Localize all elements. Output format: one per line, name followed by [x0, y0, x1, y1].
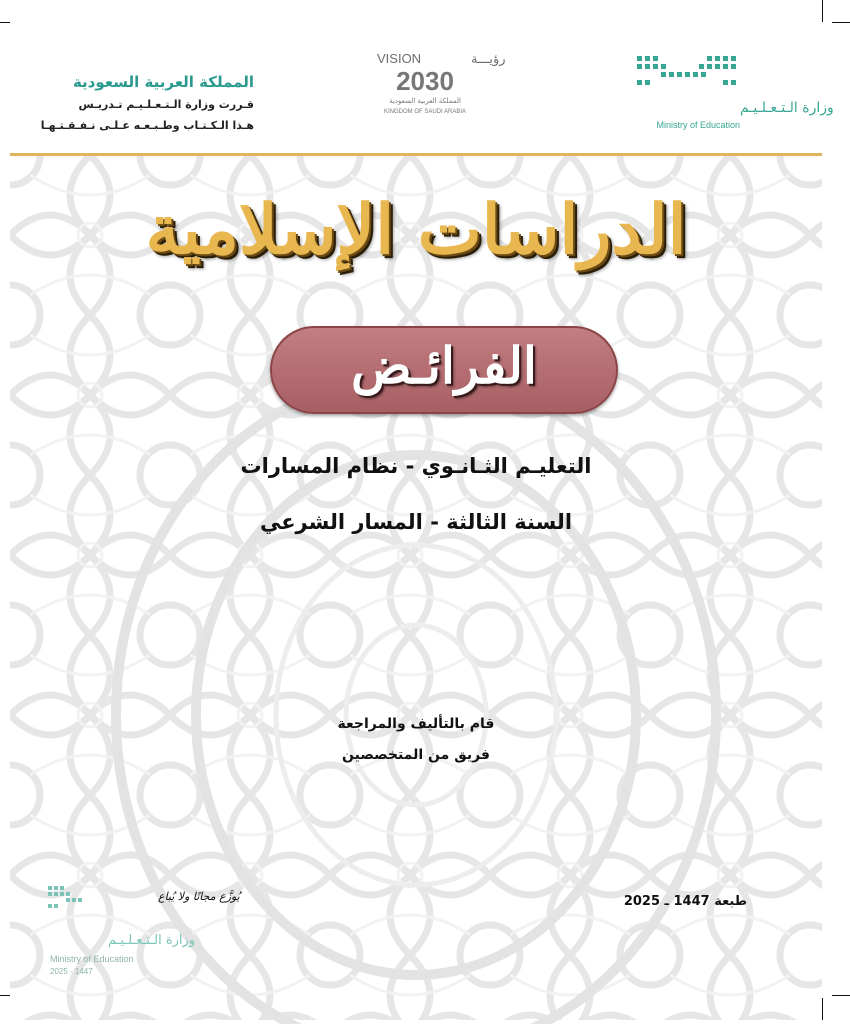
crop-mark [832, 995, 850, 996]
header-divider [10, 153, 822, 156]
book-cover [10, 0, 834, 1020]
ministry-logo [635, 50, 834, 135]
crop-mark [822, 998, 823, 1020]
crop-mark [0, 22, 10, 23]
vision-ar: رؤيـــة [471, 52, 506, 67]
decision-line-2: هـذا الـكـتـاب وطـبـعـه عـلـى نـفـقـتـهـا [40, 119, 254, 132]
vision-kingdom-en: KINGDOM OF SAUDI ARABIA [383, 109, 467, 115]
authors-line-1: قام بالتأليف والمراجعة [337, 716, 495, 732]
footer-ministry-ar: وزارة الـتـعـلـيـم [108, 933, 196, 948]
footer-ministry-year: 2025 - 1447 [50, 967, 93, 976]
ministry-name-en: Ministry of Education [656, 120, 740, 130]
crop-mark [0, 995, 10, 996]
distribution-note: يُوزَّع مجانًا ولا يُباع [158, 890, 240, 903]
decision-line-1: قـررت وزارة الـتـعـلـيـم تـدريـس [78, 98, 254, 111]
crop-mark [822, 0, 823, 22]
school-year: السنة الثالثة - المسار الشرعي [259, 510, 573, 534]
ministry-name-ar: وزارة الـتـعـلـيـم [740, 100, 834, 116]
authors-line-2: فريق من المتخصصين [342, 747, 490, 763]
vision-2030-logo [375, 45, 506, 125]
header-band [10, 0, 834, 155]
edition-label: طبعة 1447 ـ 2025 [623, 894, 747, 909]
subject-badge [270, 326, 618, 414]
vision-year: 2030 [396, 66, 454, 96]
distribution-logo [48, 884, 240, 984]
ministry-dots-icon [637, 56, 736, 85]
crop-mark [832, 22, 850, 23]
ministry-dots-small-icon [48, 886, 82, 908]
vision-kingdom-ar: المملكة العربية السعودية [389, 97, 461, 105]
book-title: الدراسات الإسلامية [145, 190, 687, 270]
kingdom-label: المملكة العربية السعودية [72, 73, 254, 91]
vision-word: VISION [377, 51, 422, 66]
footer-ministry-en: Ministry of Education [50, 954, 134, 964]
subject-title: الفرائـض [351, 336, 537, 395]
education-track: التعليـم الثـانـوي - نظام المسارات [240, 454, 592, 478]
